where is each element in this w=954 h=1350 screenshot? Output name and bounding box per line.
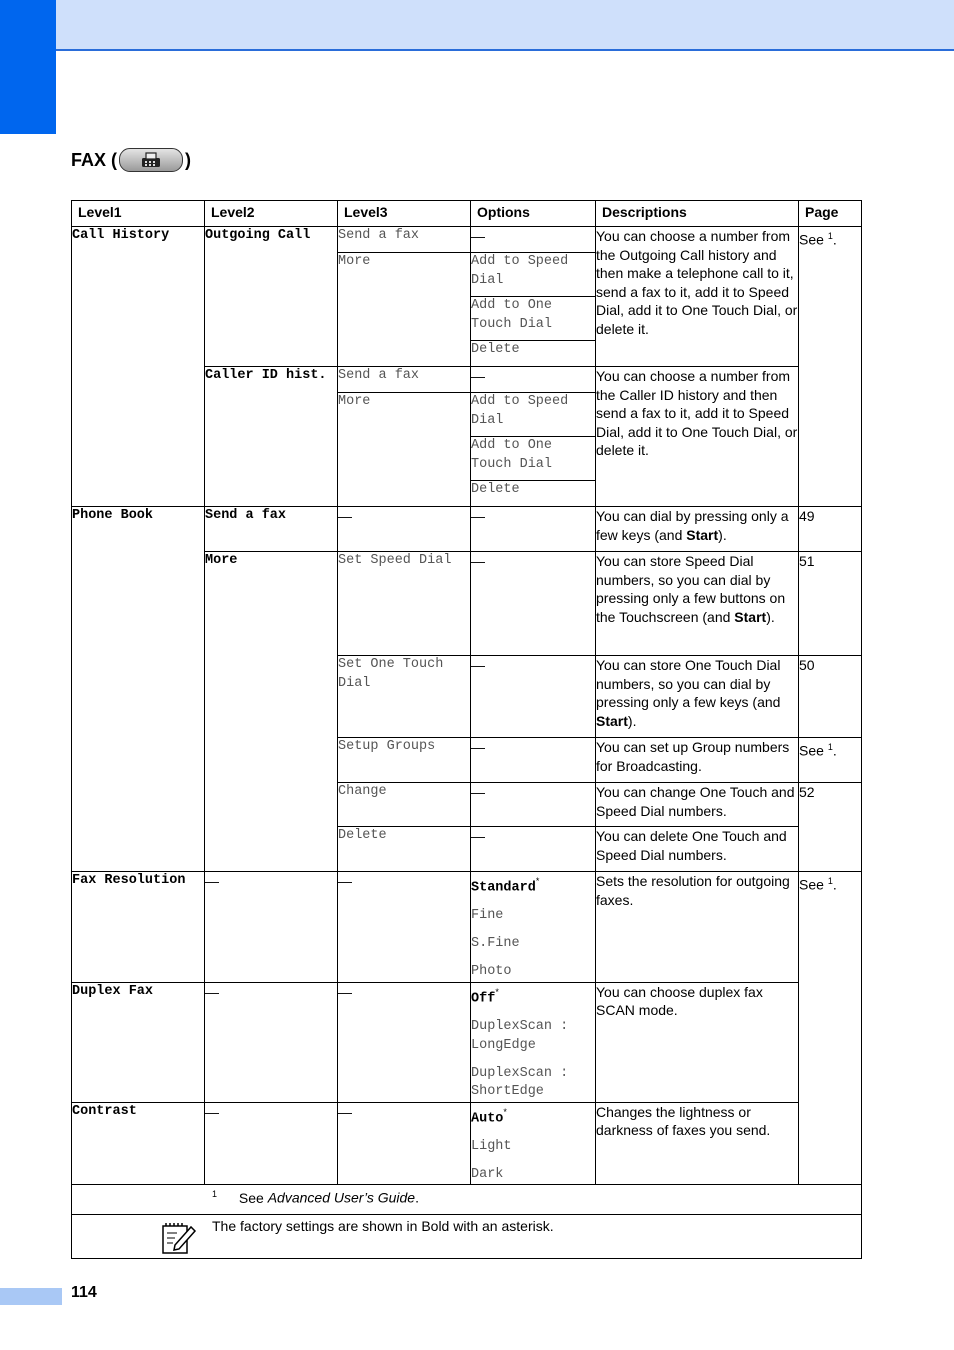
fax-icon — [119, 148, 183, 172]
footnote-ref: 1 — [827, 876, 833, 886]
header-level1: Level1 — [72, 201, 205, 227]
desc-change: You can change One Touch and Speed Dial numbers. — [596, 783, 799, 827]
page-fax-resolution — [799, 872, 862, 1185]
page-49: 49 — [799, 507, 862, 552]
option-dash: — — [471, 738, 596, 783]
page-see: See — [799, 876, 824, 893]
desc-fax-resolution: Sets the resolution for outgoing faxes. — [596, 872, 799, 983]
option-fine: Fine — [471, 908, 504, 924]
option-dash: — — [471, 367, 596, 393]
option-add-speed-dial: Add to Speed Dial — [471, 393, 596, 437]
option-delete: Delete — [471, 341, 596, 367]
desc-send-fax — [596, 507, 799, 552]
note-pencil-icon — [161, 1221, 197, 1258]
page-period: . — [832, 876, 837, 893]
page-period: . — [832, 231, 837, 248]
level1-call-history: Call History — [72, 227, 205, 507]
option-photo: Photo — [471, 964, 512, 980]
level2-dash: — — [205, 1102, 338, 1185]
level1-duplex-fax: Duplex Fax — [72, 982, 205, 1102]
level3-send-fax: Send a fax — [338, 227, 471, 253]
footnote-ref: 1 — [827, 742, 833, 752]
level2-dash: — — [205, 872, 338, 983]
desc-delete: You can delete One Touch and Speed Dial numbers. — [596, 827, 799, 872]
level3-setup-groups: Setup Groups — [338, 738, 471, 783]
chapter-tab — [0, 0, 56, 134]
level3-send-fax: Send a fax — [338, 367, 471, 393]
page-setup-groups — [799, 738, 862, 783]
header-level3: Level3 — [338, 201, 471, 227]
section-heading — [71, 148, 191, 172]
table-header-row — [72, 201, 862, 227]
page-50: 50 — [799, 656, 862, 738]
asterisk: * — [495, 986, 499, 997]
page-call-history — [799, 227, 862, 507]
desc-end: ). — [718, 526, 727, 543]
option-auto: Auto — [471, 1110, 504, 1126]
header-band — [0, 0, 954, 51]
asterisk: * — [535, 876, 540, 886]
options-fax-resolution — [471, 872, 596, 983]
table-row — [72, 872, 862, 983]
level3-dash: — — [338, 872, 471, 983]
level3-set-speed-dial: Set Speed Dial — [338, 552, 471, 656]
desc-end: ). — [766, 608, 775, 625]
desc-text: You can store One Touch Dial numbers, so you can dial by pressing only a few keys (and — [596, 657, 781, 710]
desc-start: Start — [596, 712, 628, 729]
page-period: . — [832, 742, 837, 759]
desc-outgoing-call: You can choose a number from the Outgoing Call history and then make a telephone call to it, send a fax to it, add it to Speed Dial, add it to One Touch Dial, or delete it. — [596, 227, 799, 367]
level3-dash: — — [338, 982, 471, 1102]
header-level2: Level2 — [205, 201, 338, 227]
level3-set-one-touch: Set One Touch Dial — [338, 656, 471, 738]
option-sfine: S.Fine — [471, 936, 520, 952]
level3-change: Change — [338, 783, 471, 827]
note-text: The factory settings are shown in Bold with an asterisk. — [212, 1218, 554, 1235]
desc-set-speed-dial — [596, 552, 799, 656]
option-dash: — — [471, 827, 596, 872]
page-see: See — [799, 742, 824, 759]
option-longedge: DuplexScan : LongEdge — [471, 1019, 569, 1053]
level3-dash: — — [338, 1102, 471, 1185]
desc-set-one-touch — [596, 656, 799, 738]
fax-settings-table — [71, 200, 862, 1259]
desc-setup-groups: You can set up Group numbers for Broadcasting. — [596, 738, 799, 783]
desc-text: You can store Speed Dial numbers, so you can dial by pressing only a few buttons on the Touchscreen (and — [596, 553, 786, 625]
level2-send-fax: Send a fax — [205, 507, 338, 552]
option-add-one-touch: Add to One Touch Dial — [471, 437, 596, 481]
options-contrast — [471, 1102, 596, 1185]
page-52: 52 — [799, 783, 862, 872]
footnote-ref: 1 — [827, 231, 833, 241]
note-row — [72, 1215, 862, 1259]
level2-outgoing-call: Outgoing Call — [205, 227, 338, 367]
level2-caller-id: Caller ID hist. — [205, 367, 338, 507]
table-row — [72, 227, 862, 253]
footnote — [72, 1185, 862, 1215]
desc-contrast: Changes the lightness or darkness of faxes you send. — [596, 1102, 799, 1185]
options-duplex-fax — [471, 982, 596, 1102]
option-delete: Delete — [471, 481, 596, 507]
option-dash: — — [471, 227, 596, 253]
desc-duplex-fax: You can choose duplex fax SCAN mode. — [596, 982, 799, 1102]
level3-more: More — [338, 253, 471, 367]
option-light: Light — [471, 1138, 512, 1154]
option-dark: Dark — [471, 1166, 504, 1182]
footnote-number: 1 — [212, 1189, 218, 1200]
desc-end: ). — [627, 712, 637, 729]
desc-caller-id: You can choose a number from the Caller ID history and then send a fax to it, add it to Speed Dial, add it to One Touch Dial, or delete it. — [596, 367, 799, 507]
footnote-guide: Advanced User’s Guide — [267, 1190, 416, 1207]
level2-more: More — [205, 552, 338, 872]
desc-text: You can dial by pressing only a few keys (and — [596, 508, 789, 543]
desc-start: Start — [734, 608, 767, 625]
header-descriptions: Descriptions — [596, 201, 799, 227]
header-page: Page — [799, 201, 862, 227]
desc-start: Start — [686, 526, 719, 543]
heading-title: FAX ( — [71, 149, 118, 170]
option-standard: Standard — [471, 880, 536, 896]
option-off: Off — [471, 991, 496, 1007]
option-dash: — — [471, 507, 596, 552]
option-dash: — — [471, 656, 596, 738]
level3-more: More — [338, 393, 471, 507]
level3-delete: Delete — [338, 827, 471, 872]
option-shortedge: DuplexScan : ShortEdge — [471, 1065, 569, 1100]
page-tab — [0, 1288, 62, 1305]
table-row — [72, 982, 862, 1102]
heading-close: ) — [185, 149, 192, 170]
footnote-row — [72, 1185, 862, 1215]
level2-dash: — — [205, 982, 338, 1102]
level1-fax-resolution: Fax Resolution — [72, 872, 205, 983]
page-51: 51 — [799, 552, 862, 656]
table-row — [72, 507, 862, 552]
note — [72, 1215, 862, 1259]
option-dash: — — [471, 552, 596, 656]
option-add-speed-dial: Add to Speed Dial — [471, 253, 596, 297]
footnote-end: . — [415, 1190, 419, 1207]
header-options: Options — [471, 201, 596, 227]
page-see: See — [799, 231, 824, 248]
level3-dash: — — [338, 507, 471, 552]
option-add-one-touch: Add to One Touch Dial — [471, 297, 596, 341]
footnote-text: See — [238, 1190, 268, 1207]
level1-contrast: Contrast — [72, 1102, 205, 1185]
option-dash: — — [471, 783, 596, 827]
page-number: 114 — [71, 1284, 97, 1301]
level1-phone-book: Phone Book — [72, 507, 205, 872]
table-row — [72, 1102, 862, 1185]
asterisk: * — [503, 1106, 507, 1117]
